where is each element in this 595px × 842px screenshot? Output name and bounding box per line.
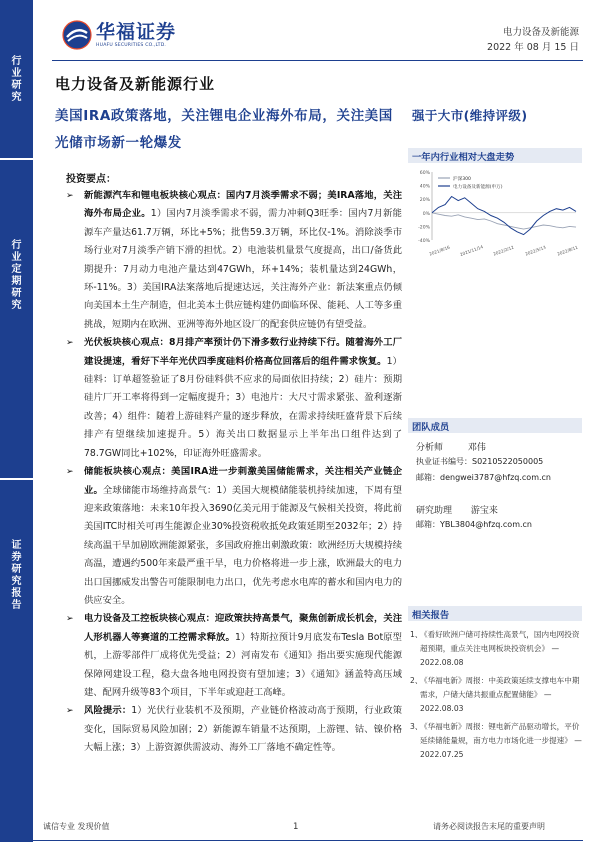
footer-rule bbox=[12, 840, 583, 841]
analyst-1-cert: 执业证书编号：S0210522050005 bbox=[416, 457, 544, 466]
y-tick-label: 20% bbox=[419, 198, 430, 204]
rating-label: 强于大市(维持评级) bbox=[412, 108, 528, 123]
header-date: 2022 年 08 月 15 日 bbox=[487, 42, 579, 53]
relative-performance-chart bbox=[410, 168, 582, 258]
report-date: 2022.08.03 bbox=[420, 704, 464, 713]
report-title: 《看好欧洲户储可持续性高景气，国内电网投资超预期，重点关注电网板块投资机会》 — bbox=[420, 630, 580, 653]
report-date: 2022.07.25 bbox=[420, 750, 464, 759]
sidebar-char: 研 bbox=[11, 288, 22, 299]
report-headline: 美国IRA政策落地，关注锂电企业海外布局，关注美国光储市场新一轮爆发 bbox=[55, 108, 393, 151]
left-sidebar bbox=[0, 0, 33, 842]
list-item[interactable] bbox=[410, 674, 582, 716]
sidebar-char: 究 bbox=[11, 576, 22, 587]
y-tick-label: 0% bbox=[422, 211, 430, 217]
y-tick-label: 60% bbox=[419, 171, 430, 176]
industry-title: 电力设备及新能源行业 bbox=[55, 75, 216, 93]
brand-name-en: HUAFU SECURITIES CO.,LTD. bbox=[96, 43, 167, 48]
chart-section-header bbox=[408, 148, 582, 163]
report-title: 《华福电新》周报：中美政策延续支撑电车中期需求，户储大储共振重点配置储能》 — bbox=[420, 676, 580, 699]
bullet-arrow-icon: ➢ bbox=[66, 338, 74, 349]
paragraph-risk bbox=[66, 702, 402, 757]
sidebar-char: 期 bbox=[11, 276, 22, 287]
bullet-arrow-icon: ➢ bbox=[66, 191, 74, 201]
reports-section-header bbox=[408, 606, 582, 621]
x-tick-label: 2022/2/12 bbox=[492, 244, 515, 257]
sidebar-char: 定 bbox=[11, 264, 22, 275]
team-section-title: 团队成员 bbox=[412, 422, 450, 433]
reports-section-title: 相关报告 bbox=[412, 610, 450, 621]
header-rule bbox=[52, 60, 583, 61]
section-heading: 投资要点： bbox=[66, 174, 116, 185]
paragraph-power-equipment bbox=[66, 610, 402, 702]
x-tick-label: 2022/5/13 bbox=[524, 244, 547, 257]
y-tick-label: -20% bbox=[418, 225, 430, 231]
report-title: 《华福电新》周报：锂电新产品驱动增长，平价延续储能量规，南方电力市场化进一步提速》 — bbox=[420, 722, 582, 745]
header-meta bbox=[487, 25, 579, 55]
series-line-1 bbox=[432, 213, 576, 229]
sidebar-char: 证 bbox=[11, 540, 22, 551]
paragraph-lead: 光伏板块核心观点：8月排产率预计仍下滑多数行业持续下行。随着海外工厂建设提速，看好下半年光伏四季度硅料价格高位回落后的组件需求恢复。 bbox=[84, 337, 402, 367]
bullet-arrow-icon: ➢ bbox=[66, 467, 74, 478]
legend-label: 电力设备及新能源(申万) bbox=[453, 185, 503, 190]
sidebar-char: 告 bbox=[11, 600, 22, 611]
paragraph-lead: 储能板块核心观点：美国IRA进一步刺激美国储能需求，关注相关产业链企业。 bbox=[84, 466, 402, 496]
legend-label: 沪深300 bbox=[453, 177, 471, 182]
chart-section-title: 一年内行业相对大盘走势 bbox=[412, 152, 515, 163]
analyst-name: 邓伟 bbox=[467, 443, 486, 453]
paragraph-text: 全球储能市场维持高景气：1）美国大规模储能装机持续加速，下周有望迎来政策落地：未来10年投入3690亿美元用于能源及气候相关投资，将此前美国ITC时相关可再生能源企业30%投资税收抵免政策延期至2032年；2）持续高温干旱加剧欧洲能源紧张，多国政府推出刺激政策：欧洲经历大规模持续高温，遭遇约500年来最严重干旱，电力价格将进一步上涨，欧洲最大的电力出口国挪威发出警告可能限制电力出口，优先考虑水电库的蓄水和国内电力的供应安全。 bbox=[84, 484, 402, 606]
paragraph-text: 1）硅料：订单超签验证了8月份硅料供不应求的局面依旧持续；2）硅片：预期硅片厂开工率将得到一定幅度提升；3）电池片：大尺寸需求紧张、盈利逐渐改善；4）组件：随着上游硅料产量的逐步释放，在需求持续旺盛背景下后续排产有望继续加速提升。5）海关出口数据显示上半年出口组件达到了78.7GW同比+102%，印证海外旺盛需求。 bbox=[84, 355, 402, 459]
analyst-role: 研究助理 bbox=[416, 506, 453, 516]
page-number: 1 bbox=[293, 822, 299, 832]
header-sector: 电力设备及新能源 bbox=[502, 27, 579, 38]
sidebar-divider bbox=[0, 158, 33, 160]
paragraph-storage bbox=[66, 463, 402, 610]
paragraph-ev bbox=[66, 187, 402, 334]
bullet-arrow-icon: ➢ bbox=[66, 614, 74, 625]
body-text bbox=[66, 187, 402, 758]
paragraph-lead: 电力设备及工控板块核心观点：迎政策扶持高景气，聚焦创新成长机会，关注人形机器人等赛道的工控需求释放。 bbox=[84, 613, 402, 643]
analyst-role: 分析师 bbox=[416, 443, 444, 453]
sidebar-segment-securities-report bbox=[0, 540, 33, 612]
paragraph-text: 1）光伏行业装机不及预期，产业链价格波动高于预期，行业政策变化，国际贸易风险加剧；2）新能源车销量不达预期，上游锂、钴、镍价格大幅上涨；3）上游资源供需波动、海外工厂落地不确定性等。 bbox=[84, 705, 402, 754]
analyst-2-role-name bbox=[416, 503, 498, 516]
y-tick-label: -40% bbox=[418, 239, 430, 244]
analyst-1-email[interactable]: 邮箱：dengwei3787@hfzq.com.cn bbox=[416, 473, 551, 482]
analyst-1-role-name bbox=[416, 440, 486, 453]
sidebar-char: 行 bbox=[11, 240, 22, 251]
paragraph-lead: 风险提示： bbox=[84, 705, 132, 717]
paragraph-text: 1）国内7月淡季需求不弱，需力冲刺Q3旺季：国内7月新能源车产量达61.7万辆，环比+5%；批售59.3万辆，环比仅-1%。消除淡季市场行业对7月淡季产销下滑的担忧。2）电池装机量景气度提高，出口/备货此期提升：7月动力电池产量达到47GWh，环+14%；装机量达到24GWh，环-11%。3）美国IRA法案落地后提速达远，关注海外产业：新法案重点仍倾向美国本土生产制造，但北美本土供应链构建仍面临环保、能耗、人工等多重挑战，短期内在欧洲、亚洲等海外地区设厂的配套供应链仍有望受益。 bbox=[84, 208, 402, 330]
sidebar-char: 券 bbox=[11, 552, 22, 563]
sidebar-segment-periodic-research bbox=[0, 240, 33, 312]
paragraph-text: 1）特斯拉预计9月底发布Tesla Bot原型机，上游零部件厂成将优先受益；2）河南发布《通知》指出要实施现代能源保障网建设工程，稳大盘各地电网投资有望加速；3）《通知》涵盖特高压域建、配网升级等83个项目，下半年或迎赶工高峰。 bbox=[84, 631, 402, 698]
paragraph-pv bbox=[66, 334, 402, 463]
x-tick-label: 2021/8/16 bbox=[428, 244, 451, 257]
sidebar-char: 业 bbox=[11, 252, 22, 263]
sidebar-segment-industry-research bbox=[0, 56, 33, 104]
brand-name-cn: 华福证券 bbox=[96, 21, 177, 43]
report-index: 1、 bbox=[410, 630, 423, 639]
sidebar-char: 研 bbox=[11, 564, 22, 575]
team-section-header bbox=[408, 418, 582, 433]
sidebar-char: 究 bbox=[11, 300, 22, 311]
sidebar-divider bbox=[0, 478, 33, 480]
brand-mark-icon bbox=[62, 20, 92, 50]
list-item[interactable] bbox=[410, 720, 582, 762]
list-item[interactable] bbox=[410, 628, 582, 670]
sidebar-char: 报 bbox=[11, 588, 22, 599]
footer-slogan: 诚信专业 发现价值 bbox=[43, 822, 110, 831]
related-reports-list bbox=[410, 628, 582, 766]
sidebar-char: 业 bbox=[11, 68, 22, 79]
brand-logo bbox=[62, 20, 176, 50]
report-index: 3、 bbox=[410, 722, 423, 731]
analyst-name: 游宝来 bbox=[470, 506, 498, 516]
sidebar-char: 究 bbox=[11, 92, 22, 103]
report-index: 2、 bbox=[410, 676, 423, 685]
footer-disclaimer: 请务必阅读报告末尾的重要声明 bbox=[433, 822, 545, 831]
x-tick-label: 2022/8/11 bbox=[556, 244, 579, 257]
y-tick-label: 40% bbox=[419, 184, 430, 190]
analyst-2-email[interactable]: 邮箱：YBL3804@hfzq.com.cn bbox=[416, 520, 532, 529]
sidebar-char: 行 bbox=[11, 56, 22, 67]
sidebar-char: 研 bbox=[11, 80, 22, 91]
bullet-arrow-icon: ➢ bbox=[66, 706, 74, 717]
x-tick-label: 2021/11/14 bbox=[459, 244, 484, 258]
paragraph-lead: 新能源汽车和锂电板块核心观点：国内7月淡季需求不弱；美IRA落地，关注海外布局企业。 bbox=[84, 190, 402, 220]
report-date: 2022.08.08 bbox=[420, 658, 464, 667]
